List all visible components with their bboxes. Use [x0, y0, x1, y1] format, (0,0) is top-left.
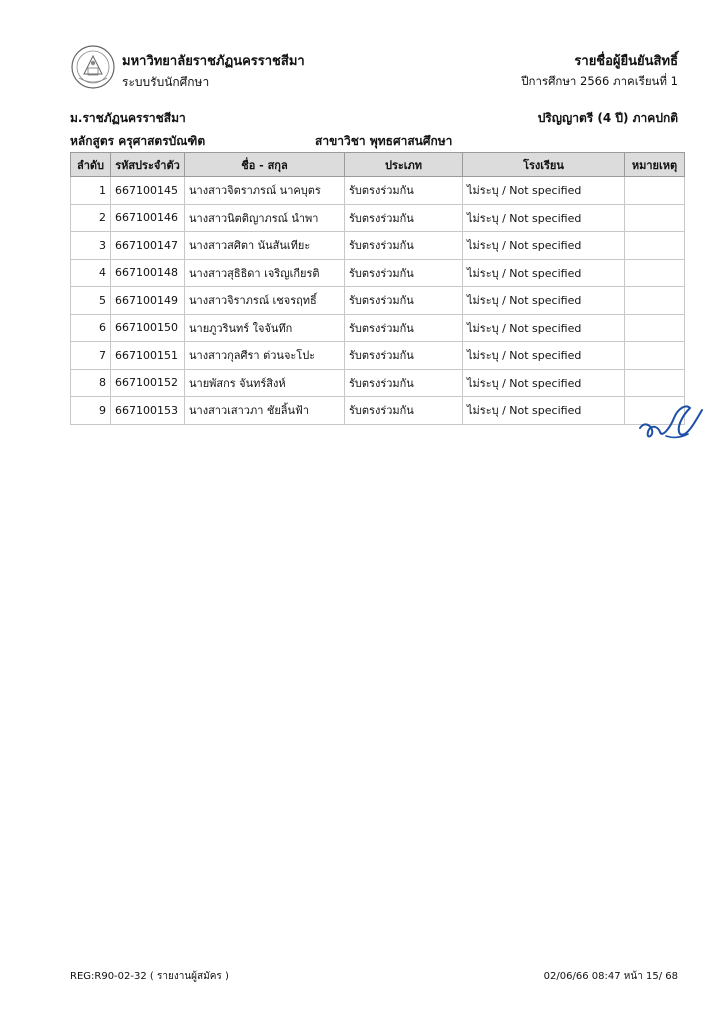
cell-name: นางสาวจิราภรณ์ เชจรฤทธิ์: [185, 287, 345, 315]
cell-type: รับตรงร่วมกัน: [345, 232, 463, 260]
degree-level: ปริญญาตรี (4 ปี) ภาคปกติ: [537, 111, 678, 125]
handwritten-signature: [636, 398, 708, 446]
university-seal-icon: [70, 44, 116, 90]
program: [70, 132, 205, 151]
col-header-no: ลำดับ: [71, 153, 111, 177]
cell-school: ไม่ระบุ / Not specified: [463, 314, 625, 342]
cell-type: รับตรงร่วมกัน: [345, 204, 463, 232]
table-row: [71, 259, 685, 287]
cell-name: นางสาวเสาวภา ชัยลิ้นฟ้า: [185, 397, 345, 425]
table-row: [71, 177, 685, 205]
table-row: [71, 314, 685, 342]
cell-note: [625, 177, 685, 205]
cell-school: ไม่ระบุ / Not specified: [463, 232, 625, 260]
table-row: [71, 287, 685, 315]
academic-year-label: ปีการศึกษา: [521, 74, 577, 88]
document-title: รายชื่อผู้ยืนยันสิทธิ์: [574, 54, 678, 69]
cell-student-id: 667100153: [111, 397, 185, 425]
col-header-type: ประเภท: [345, 153, 463, 177]
cell-student-id: 667100145: [111, 177, 185, 205]
cell-note: [625, 232, 685, 260]
cell-no: 5: [71, 287, 111, 315]
cell-student-id: 667100149: [111, 287, 185, 315]
col-header-id: รหัสประจำตัว: [111, 153, 185, 177]
major-name: พุทธศาสนศึกษา: [369, 134, 453, 148]
cell-name: นางสาวนิตติญาภรณ์ นำพา: [185, 204, 345, 232]
program-label: หลักสูตร: [70, 134, 115, 148]
cell-name: นายภูวรินทร์ ใจจันทึก: [185, 314, 345, 342]
cell-student-id: 667100151: [111, 342, 185, 370]
academic-term: [521, 73, 678, 91]
major: [315, 132, 452, 151]
printed-at: 02/06/66 08:47: [543, 971, 621, 982]
cell-school: ไม่ระบุ / Not specified: [463, 342, 625, 370]
system-name: ระบบรับนักศึกษา: [122, 75, 210, 89]
page-number: 15/ 68: [646, 971, 678, 982]
cell-student-id: 667100152: [111, 369, 185, 397]
cell-student-id: 667100150: [111, 314, 185, 342]
cell-name: นางสาวกุลศีรา ต่วนจะโปะ: [185, 342, 345, 370]
cell-school: ไม่ระบุ / Not specified: [463, 259, 625, 287]
cell-name: นายพัสกร จันทร์สิงห์: [185, 369, 345, 397]
cell-school: ไม่ระบุ / Not specified: [463, 204, 625, 232]
table-row: [71, 369, 685, 397]
cell-name: นางสาวจิตราภรณ์ นาคบุตร: [185, 177, 345, 205]
cell-no: 9: [71, 397, 111, 425]
cell-student-id: 667100148: [111, 259, 185, 287]
university-name: มหาวิทยาลัยราชภัฏนครราชสีมา: [122, 54, 305, 69]
cell-no: 2: [71, 204, 111, 232]
col-header-school: โรงเรียน: [463, 153, 625, 177]
cell-name: นางสาวสุธิธิดา เจริญเกียรติ: [185, 259, 345, 287]
print-info: [544, 969, 678, 984]
roster-table: [70, 152, 685, 425]
cell-no: 7: [71, 342, 111, 370]
table-row: [71, 232, 685, 260]
cell-note: [625, 369, 685, 397]
cell-note: [625, 287, 685, 315]
cell-type: รับตรงร่วมกัน: [345, 287, 463, 315]
cell-no: 4: [71, 259, 111, 287]
semester-label: ภาคเรียนที่: [612, 74, 668, 88]
col-header-note: หมายเหตุ: [625, 153, 685, 177]
col-header-name: ชื่อ - สกุล: [185, 153, 345, 177]
cell-school: ไม่ระบุ / Not specified: [463, 177, 625, 205]
campus-name: ม.ราชภัฏนครราชสีมา: [70, 111, 186, 125]
cell-type: รับตรงร่วมกัน: [345, 259, 463, 287]
cell-note: [625, 342, 685, 370]
semester: 1: [670, 74, 678, 88]
cell-school: ไม่ระบุ / Not specified: [463, 369, 625, 397]
cell-no: 1: [71, 177, 111, 205]
table-row: [71, 342, 685, 370]
cell-note: [625, 259, 685, 287]
major-label: สาขาวิชา: [315, 134, 366, 148]
table-row: [71, 204, 685, 232]
cell-type: รับตรงร่วมกัน: [345, 342, 463, 370]
cell-type: รับตรงร่วมกัน: [345, 369, 463, 397]
table-row: [71, 397, 685, 425]
cell-student-id: 667100146: [111, 204, 185, 232]
academic-year: 2566: [580, 74, 610, 88]
cell-school: ไม่ระบุ / Not specified: [463, 397, 625, 425]
program-name: ครุศาสตรบัณฑิต: [118, 134, 206, 148]
cell-no: 3: [71, 232, 111, 260]
cell-type: รับตรงร่วมกัน: [345, 177, 463, 205]
cell-no: 8: [71, 369, 111, 397]
cell-type: รับตรงร่วมกัน: [345, 314, 463, 342]
cell-student-id: 667100147: [111, 232, 185, 260]
page-label: หน้า: [623, 971, 643, 982]
cell-note: [625, 204, 685, 232]
table-header-row: [71, 153, 685, 177]
cell-school: ไม่ระบุ / Not specified: [463, 287, 625, 315]
cell-note: [625, 314, 685, 342]
cell-no: 6: [71, 314, 111, 342]
cell-type: รับตรงร่วมกัน: [345, 397, 463, 425]
cell-name: นางสาวสศิตา นันสันเทียะ: [185, 232, 345, 260]
report-code: REG:R90-02-32 ( รายงานผู้สมัคร ): [70, 971, 229, 982]
